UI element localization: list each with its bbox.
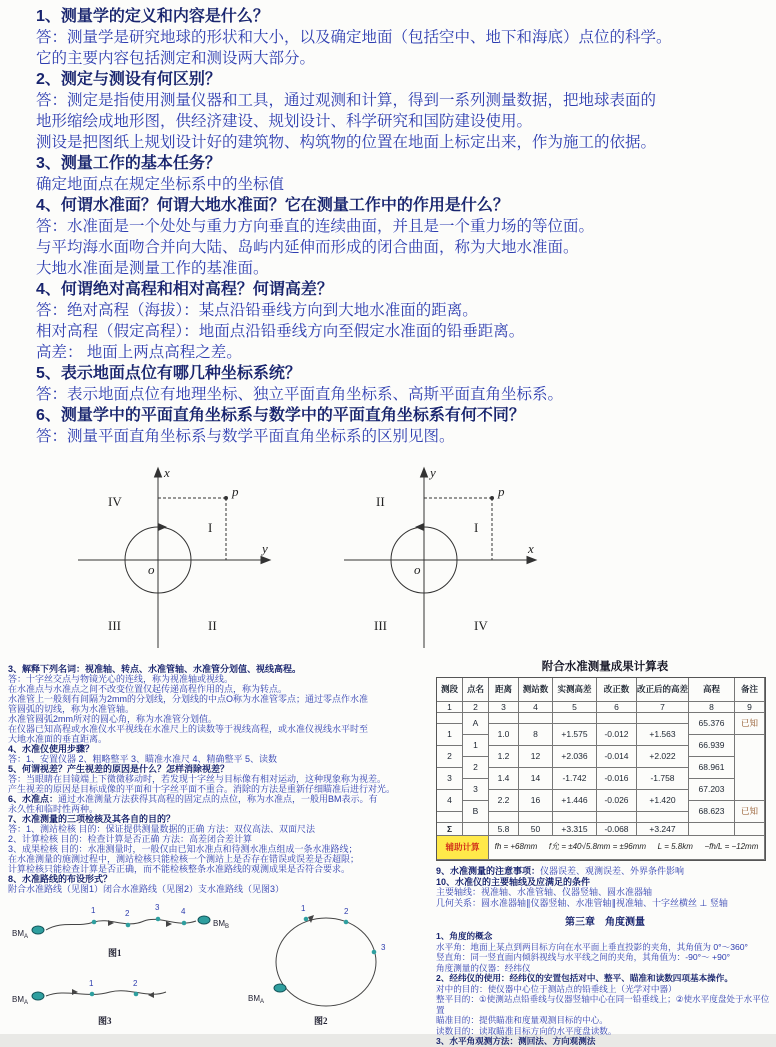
chapter-line: 对中的目的：使仪器中心位于测站点的铅垂线上（光学对中器）: [436, 983, 677, 994]
survey-coordinate-diagram: [66, 460, 276, 658]
answer-line: 答：表示地面点位有地理坐标、独立平面直角坐标系、高斯平面直角坐标系。: [36, 386, 564, 403]
turning-point-dot: [92, 920, 97, 925]
math-coordinate-diagram: [332, 460, 542, 658]
note-line: 水准管上一般刻有间隔为2mm的分划线，分划线的中点O称为水准管零点；通过零点作水准: [8, 694, 369, 704]
table-header-cell: 点名: [463, 678, 489, 702]
table-cell: 66.939: [689, 735, 735, 757]
counterclockwise-arrow-icon: [415, 523, 424, 531]
note-heading-inline: 9、水准测量的注意事项：: [436, 866, 541, 876]
turning-point-dot: [126, 923, 131, 928]
table-cell: 2: [437, 746, 463, 768]
point-number: 3: [381, 943, 386, 952]
table-cell: 3: [463, 779, 489, 801]
chapter-line: 竖直角：同一竖直面内倾斜视线与水平线之间的夹角，其角值为：-90°～ +90°: [436, 952, 731, 962]
table-cell: 1.0: [489, 724, 519, 746]
table-cell: 67.203: [689, 779, 735, 801]
quadrant-label: IV: [474, 618, 488, 633]
quadrant-label: III: [108, 618, 121, 633]
leveling-route-figures: [8, 900, 438, 1032]
note-line: 在仪器已知高程或水准仪水平视线在水准尺上的读数等于视线高程，或水准仪视线水平时至: [8, 724, 369, 734]
chapter-line: 整平目的：①使测站点铅垂线与仪器竖轴中心在同一铅垂线上；②使水平度盘处于水平位置: [436, 994, 770, 1015]
vertical-axis: [155, 468, 162, 648]
turning-point-dot: [344, 920, 349, 925]
note-line: 水准管圆弧2mm所对的圆心角，称为水准管分划值。: [8, 714, 218, 724]
table-cell: +2.036: [553, 746, 597, 768]
answer-line: 地形缩绘成地形图，供经济建设、规划设计、科学研究和国防建设使用。: [36, 113, 533, 130]
table-cell: [637, 812, 689, 823]
figure-1-attached-route: [12, 903, 229, 958]
answer-line: 答：水准面是一个处处与重力方向垂直的连续曲面，并且是一个重力场的等位面。: [36, 218, 595, 235]
note-line: 在水准点与水准点之间不改变位置仅起传递高程作用的点，称为转点。: [8, 684, 288, 694]
direction-arrow-icon: [148, 992, 154, 998]
table-cell: [637, 713, 689, 724]
sum-row-cell: 50: [519, 823, 553, 836]
sum-row-cell: -0.068: [597, 823, 637, 836]
note-line: 在水准测量的施测过程中，测站检核只能检核一个测站上是否存在错误或误差是否超限；: [8, 854, 360, 864]
column-number-cell: 4: [519, 702, 553, 713]
table-cell: +1.420: [637, 790, 689, 812]
table-cell: 3: [437, 768, 463, 790]
point-number: 2: [344, 907, 349, 916]
sum-row-cell: [735, 823, 765, 836]
table-cell: 14: [519, 768, 553, 790]
question: 3、测量工作的基本任务？: [36, 155, 221, 172]
point-p-dot: [224, 496, 228, 500]
table-cell: -0.014: [597, 746, 637, 768]
origin-label: o: [148, 562, 155, 577]
turning-point-dot: [90, 992, 95, 997]
quadrant-label: II: [376, 494, 385, 509]
benchmark-marker: [32, 926, 44, 934]
note-line: 答：1、安置仪器 2、粗略整平 3、瞄准水准尺 4、精确整平 5、读数: [8, 754, 278, 764]
point-number: 1: [301, 904, 306, 913]
table-cell: 2: [463, 757, 489, 779]
horizontal-axis: [344, 557, 536, 564]
table-cell: 1: [437, 724, 463, 746]
note-line: 几何关系：圆水准器轴∥仪器竖轴、水准管轴∥视准轴、十字丝横丝 ⊥ 竖轴: [436, 897, 728, 908]
chapter-line: 瞄准目的：提供瞄准和度量观测目标的中心。: [436, 1015, 608, 1025]
axis-label: y: [430, 465, 436, 480]
note-heading: 8、水准路线的布设形式？: [8, 874, 113, 884]
aux-item: L = 5.8km: [657, 842, 693, 852]
table-header-cell: 测站数: [519, 678, 553, 702]
table-cell: [489, 812, 519, 823]
aux-calc-label: 辅助计算: [437, 836, 489, 860]
quadrant-label: I: [208, 520, 213, 535]
table-cell: [437, 713, 463, 724]
question: 1、测量学的定义和内容是什么？: [36, 8, 269, 25]
note-text: 通过水准测量方法获得其高程的固定点的点位，称为水准点，一般用BM表示。有: [58, 794, 378, 804]
benchmark-label: $BM_A$: [248, 994, 265, 1005]
note-line: 答：1、测站检核 目的：保证提供测量数据的正确 方法：双仪高法、双面尺法: [8, 824, 316, 834]
table-cell: 8: [519, 724, 553, 746]
table-cell: 16: [519, 790, 553, 812]
table-cell: 4: [437, 790, 463, 812]
table-header-cell: 备注: [735, 678, 765, 702]
table-cell: +1.563: [637, 724, 689, 746]
table-cell: 已知: [735, 801, 765, 823]
column-number-cell: 1: [437, 702, 463, 713]
table-title: 附合水准测量成果计算表: [541, 661, 669, 673]
table-cell: 1.2: [489, 746, 519, 768]
turning-point-dot: [372, 950, 377, 955]
leveling-notes-section: [8, 664, 432, 894]
turning-point-dot: [304, 917, 309, 922]
table-cell: [437, 812, 463, 823]
table-cell: +1.575: [553, 724, 597, 746]
column-number-cell: 8: [689, 702, 735, 713]
column-number-cell: 7: [637, 702, 689, 713]
table-cell: [553, 812, 597, 823]
turning-point-dot: [156, 917, 161, 922]
answer-line: 答：测定是指使用测量仪器和工具，通过观测和计算，得到一系列测量数据，把地球表面的: [36, 92, 657, 109]
note-line: 答：当眼睛在目镜端上下微微移动时，若发现十字丝与目标像有相对运动，这种现象称为视差。: [8, 774, 387, 784]
sum-row-cell: +3.315: [553, 823, 597, 836]
column-number-cell: 2: [463, 702, 489, 713]
figure-3-spur-route: [12, 979, 166, 1026]
table-header-cell: 距离: [489, 678, 519, 702]
aux-calc-content: [489, 836, 765, 860]
question: 4、何谓水准面？何谓大地水准面？它在测量工作中的作用是什么？: [36, 197, 509, 214]
leveling-results-table: [436, 677, 766, 861]
point-number: 1: [91, 906, 96, 915]
note-line: 产生视差的原因是目标成像的平面和十字丝平面不重合。消除的方法是重新仔细瞄准后进行对光。: [8, 784, 396, 794]
answer-line: 答：绝对高程（海拔）：某点沿铅垂线方向到大地水准面的距离。: [36, 302, 478, 319]
table-cell: [519, 713, 553, 724]
point-number: 4: [181, 907, 186, 916]
chapter-line: 读数目的：读取瞄准目标方向的水平度盘读数。: [436, 1025, 617, 1036]
table-cell: 1.4: [489, 768, 519, 790]
axis-label: x: [164, 465, 170, 480]
table-cell: 12: [519, 746, 553, 768]
table-cell: B: [463, 801, 489, 823]
table-cell: -0.016: [597, 768, 637, 790]
table-header-cell: 测段: [437, 678, 463, 702]
clockwise-arrow-icon: [158, 523, 167, 531]
table-cell: [597, 713, 637, 724]
note-line: [8, 794, 432, 804]
point-label: p: [232, 484, 239, 499]
qa-section: [36, 6, 752, 447]
table-cell: -1.758: [637, 768, 689, 790]
figure-caption: 图2: [314, 1016, 328, 1026]
note-line: 管圆弧的切线，称为水准管轴。: [8, 704, 135, 714]
column-number-cell: 9: [735, 702, 765, 713]
point-p-dot: [490, 496, 494, 500]
sum-row-cell: Σ: [437, 823, 463, 836]
quadrant-label: IV: [108, 494, 122, 509]
point-number: 3: [155, 903, 160, 912]
sum-row-cell: [463, 823, 489, 836]
table-cell: -0.012: [597, 724, 637, 746]
point-number: 2: [133, 979, 138, 988]
note-heading: 4、水准仪使用步骤？: [8, 744, 95, 754]
note-text: 仪器误差、观测误差、外界条件影响: [540, 866, 685, 876]
benchmark-marker: [32, 992, 44, 1000]
column-number-cell: 3: [489, 702, 519, 713]
benchmark-label: $BM_A$: [12, 929, 29, 940]
chapter-line: 角度测量的仪器：经纬仪: [436, 962, 531, 973]
table-cell: -1.742: [553, 768, 597, 790]
answer-line: 相对高程（假定高程）：地面点沿铅垂线方向至假定水准面的铅垂距离。: [36, 323, 525, 340]
note-line: 3、成果检核 目的：水准测量时，一般仅由已知水准点和待测水准点组成一条水准路线；: [8, 844, 358, 854]
vertical-axis: [421, 468, 428, 648]
answer-line: 与平均海水面吻合并向大陆、岛屿内延伸而形成的闭合曲面，称为大地水准面。: [36, 239, 579, 256]
chapter-line: 水平角：地面上某点到两目标方向在水平面上垂直投影的夹角，其角值为 0°～360°: [436, 941, 748, 952]
benchmark-label: $BM_B$: [213, 919, 230, 930]
table-cell: A: [463, 713, 489, 735]
table-cell: 65.376: [689, 713, 735, 735]
aux-item: f允 = ±40√5.8mm = ±96mm: [548, 842, 647, 852]
horizontal-axis: [78, 557, 270, 564]
question: 6、测量学中的平面直角坐标系与数学中的平面直角坐标系有何不同？: [36, 407, 525, 424]
axis-label: x: [528, 541, 534, 556]
right-notes: [436, 866, 774, 908]
quadrant-label: I: [474, 520, 479, 535]
origin-label: o: [414, 562, 421, 577]
note-line: [436, 866, 774, 877]
column-number-cell: 5: [553, 702, 597, 713]
quadrant-label: III: [374, 618, 387, 633]
table-cell: 2.2: [489, 790, 519, 812]
note-heading: 10、水准仪的主要轴线及应满足的条件: [436, 876, 591, 887]
chapter-title: 第三章 角度测量: [565, 917, 645, 928]
table-cell: [553, 713, 597, 724]
quadrant-label: II: [208, 618, 217, 633]
note-line: 答：十字丝交点与物镜光心的连线，称为视准轴或视线。: [8, 674, 234, 684]
sum-row-cell: 5.8: [489, 823, 519, 836]
note-heading-inline: 6、水准点：: [8, 794, 59, 804]
note-line: 大地水准面的垂直距离。: [8, 734, 108, 744]
figure-2-closed-route: [248, 904, 386, 1026]
figure-caption: 图3: [98, 1016, 112, 1026]
table-header-cell: 改正数: [597, 678, 637, 702]
note-heading: 3、解释下列名词：视准轴、转点、水准管轴、水准管分划值、视线高程。: [8, 664, 302, 674]
table-cell: +2.022: [637, 746, 689, 768]
direction-arrow-icon: [108, 920, 114, 926]
right-column: [436, 658, 774, 1047]
sum-row-cell: [689, 823, 735, 836]
table-cell: -0.026: [597, 790, 637, 812]
table-cell: [519, 812, 553, 823]
column-number-cell: 6: [597, 702, 637, 713]
answer-line: 测设是把图纸上规划设计好的建筑物、构筑物的位置在地面上标定出来，作为施工的依据。: [36, 134, 657, 151]
question: 5、表示地面点位有哪几种坐标系统？: [36, 365, 301, 382]
table-cell: 1: [463, 735, 489, 757]
figure-caption: 图1: [108, 948, 122, 958]
table-header-cell: 高程: [689, 678, 735, 702]
table-cell: 68.623: [689, 801, 735, 823]
table-header-cell: 实测高差: [553, 678, 597, 702]
sum-row-cell: +3.247: [637, 823, 689, 836]
chapter-line: 2、经纬仪的使用：经纬仪的安置包括对中、整平、瞄准和读数四项基本操作。: [436, 973, 733, 983]
table-cell: [597, 812, 637, 823]
table-cell: 68.961: [689, 757, 735, 779]
note-line: 2、计算检核 目的：检查计算是否正确 方法：高差闭合差计算: [8, 834, 253, 844]
aux-item: fh = +68mm: [494, 842, 538, 852]
benchmark-marker: [198, 916, 210, 924]
note-line: 主要轴线：视准轴、水准管轴、仪器竖轴、圆水准器轴: [436, 887, 653, 897]
question: 4、何谓绝对高程和相对高程？何谓高差？: [36, 281, 333, 298]
turning-point-dot: [182, 921, 187, 926]
aux-item: −fh/L = −12mm: [704, 842, 759, 852]
coordinate-diagrams: [66, 460, 542, 658]
table-cell: [735, 735, 765, 801]
point-number: 1: [89, 979, 94, 988]
note-line: 永久性和临时性两种。: [8, 804, 99, 814]
point-number: 2: [125, 909, 130, 918]
table-header-cell: 改正后的高差: [637, 678, 689, 702]
chapter-line: 1、角度的概念: [436, 931, 493, 941]
answer-line: 它的主要内容包括测定和测设两大部分。: [36, 50, 316, 67]
note-line: 计算检核只能检查计算是否正确，而不能检核整条水准路线的观测成果是否符合要求。: [8, 864, 351, 874]
chapter-line: 3、水平角观测方法：测回法、方向观测法: [436, 1036, 596, 1046]
question: 2、测定与测设有何区别？: [36, 71, 221, 88]
point-label: p: [498, 484, 505, 499]
turning-point-dot: [134, 992, 139, 997]
answer-line: 大地水准面是测量工作的基准面。: [36, 260, 269, 277]
note-line: 附合水准路线（见图1）闭合水准路线（见图2）支水准路线（见图3）: [8, 884, 285, 894]
answer-line: 答：测量学是研究地球的形状和大小，以及确定地面（包括空中、地下和海底）点位的科学。: [36, 29, 672, 46]
answer-line: 确定地面点在规定坐标系中的坐标值: [36, 176, 285, 193]
note-heading: 7、水准测量的三项检核及其各自的目的？: [8, 814, 176, 824]
table-cell: [489, 713, 519, 724]
benchmark-label: $BM_A$: [12, 995, 29, 1006]
table-cell: 已知: [735, 713, 765, 735]
axis-label: y: [262, 541, 268, 556]
note-heading: 5、何谓视差？产生视差的原因是什么？怎样消除视差？: [8, 764, 230, 774]
benchmark-marker: [274, 984, 286, 992]
answer-line: 高差： 地面上两点高程之差。: [36, 344, 242, 361]
answer-line: 答：测量平面直角坐标系与数学平面直角坐标系的区别见图。: [36, 428, 455, 445]
table-cell: +1.446: [553, 790, 597, 812]
